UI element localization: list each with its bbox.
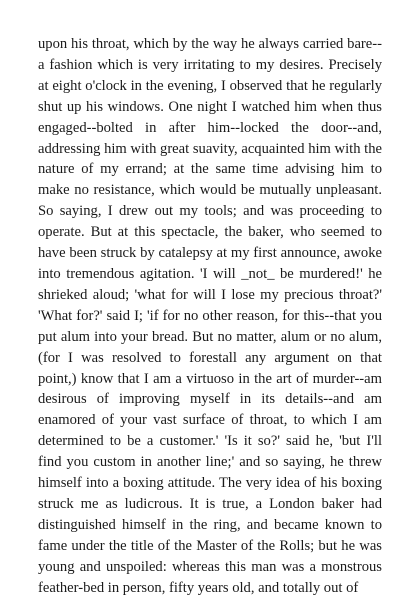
body-paragraph: upon his throat, which by the way he always carried bare--a fashion which is very irritating to my desires. Precisely at eight o'clock in the evening, I observed that he regularly shut up his windows. One night I watched him when thus engaged--bolted in after him--locked the door--and, addressing him with great suavity, acquainted him with the nature of my errand; at the same time advising him to make no resistance, which would be mutually unpleasant. So saying, I drew out my tools; and was proceeding to operate. But at this spectacle, the baker, who seemed to have been struck by catalepsy at my first announce, awoke into tremendous agitation. 'I will _not_ be murdered!' he shrieked aloud; 'what for will I lose my precious throat?' 'What for?' said I; 'if for no other reason, for this--that you put alum into your bread. But no matter, alum or no alum, (for I was resolved to forestall any argument on that point,) know that I am a virtuoso in the art of murder--am desirous of improving myself in its details--and am enamored of your vast surface of throat, to which I am determined to be a customer.' 'Is it so?' said he, 'but I'll find you custom in another line;' and so saying, he threw himself into a boxing attitude. The very idea of his boxing struck me as ludicrous. It is true, a London baker had distinguished himself in the ring, and became known to fame under the title of the Master of the Rolls; but he was young and unspoiled: whereas this man was a monstrous feather-bed in person, fifty years old, and totally out of xyxy=(38,36,382,596)
